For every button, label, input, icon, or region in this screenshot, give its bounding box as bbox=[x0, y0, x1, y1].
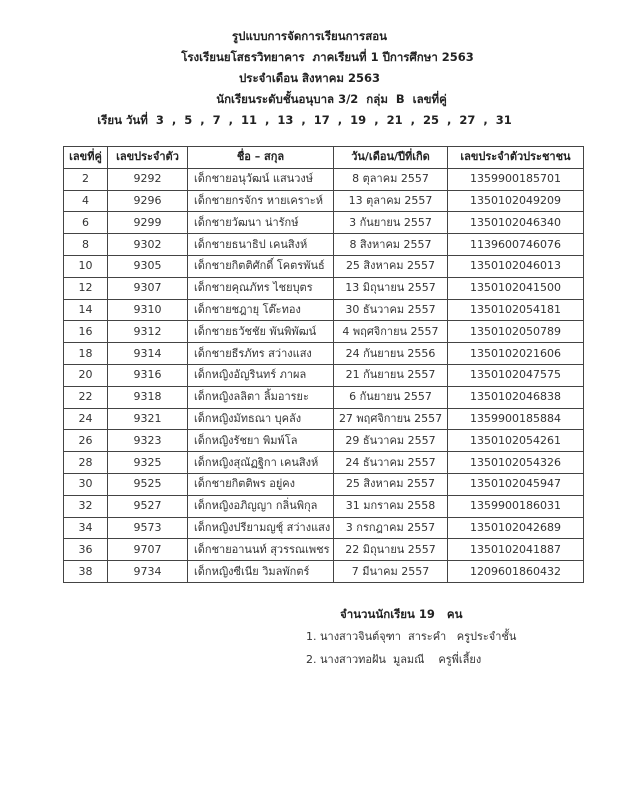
header-seat-number: เลขที่คู่ bbox=[64, 147, 108, 169]
cell-student-id: 9318 bbox=[108, 386, 188, 408]
table-body bbox=[64, 168, 584, 582]
cell-student-id: 9292 bbox=[108, 168, 188, 190]
table-row bbox=[64, 452, 584, 474]
document-title: รูปแบบการจัดการเรียนการสอน bbox=[232, 29, 387, 43]
cell-national-id: 1359900186031 bbox=[448, 495, 584, 517]
cell-student-id: 9573 bbox=[108, 517, 188, 539]
staff-homeroom-teacher: 1. นางสาวจินต์จุฑา สาระคำ ครูประจำชั้น bbox=[306, 630, 517, 643]
cell-birth-date: 22 มิถุนายน 2557 bbox=[334, 539, 448, 561]
cell-full-name: เด็กหญิงซีเนีย วิมลพักตร์ bbox=[188, 561, 334, 583]
table-row bbox=[64, 408, 584, 430]
cell-full-name: เด็กชายคุณภัทร ไชยบุตร bbox=[188, 277, 334, 299]
cell-seat-number: 30 bbox=[64, 473, 108, 495]
cell-full-name: เด็กชายอนุวัฒน์ แสนวงษ์ bbox=[188, 168, 334, 190]
cell-national-id: 1350102046013 bbox=[448, 255, 584, 277]
cell-student-id: 9527 bbox=[108, 495, 188, 517]
cell-student-id: 9296 bbox=[108, 190, 188, 212]
cell-seat-number: 10 bbox=[64, 255, 108, 277]
cell-full-name: เด็กหญิงอภิญญา กลิ่นพิกุล bbox=[188, 495, 334, 517]
cell-seat-number: 38 bbox=[64, 561, 108, 583]
cell-seat-number: 22 bbox=[64, 386, 108, 408]
cell-national-id: 1350102049209 bbox=[448, 190, 584, 212]
cell-national-id: 1350102041500 bbox=[448, 277, 584, 299]
study-days-line: เรียน วันที่ 3 , 5 , 7 , 11 , 13 , 17 , 19 , 21 , 25 , 27 , 31 bbox=[97, 113, 512, 127]
cell-national-id: 1350102021606 bbox=[448, 343, 584, 365]
cell-seat-number: 18 bbox=[64, 343, 108, 365]
table-row bbox=[64, 364, 584, 386]
cell-full-name: เด็กชายอานนท์ สุวรรณเพชร bbox=[188, 539, 334, 561]
cell-seat-number: 26 bbox=[64, 430, 108, 452]
cell-birth-date: 7 มีนาคม 2557 bbox=[334, 561, 448, 583]
cell-full-name: เด็กหญิงสุณัฏฐิกา เคนสิงห์ bbox=[188, 452, 334, 474]
cell-full-name: เด็กชายกรจักร หายเคราะห์ bbox=[188, 190, 334, 212]
cell-birth-date: 4 พฤศจิกายน 2557 bbox=[334, 321, 448, 343]
cell-full-name: เด็กหญิงปรียามญชุ์ สว่างแสง bbox=[188, 517, 334, 539]
cell-student-id: 9321 bbox=[108, 408, 188, 430]
cell-birth-date: 24 ธันวาคม 2557 bbox=[334, 452, 448, 474]
cell-national-id: 1350102046838 bbox=[448, 386, 584, 408]
table-row bbox=[64, 277, 584, 299]
cell-student-id: 9316 bbox=[108, 364, 188, 386]
cell-full-name: เด็กชายกิตติศักดิ์ โคตรพันธ์ bbox=[188, 255, 334, 277]
table-row bbox=[64, 561, 584, 583]
header-student-id: เลขประจำตัว bbox=[108, 147, 188, 169]
header-full-name: ชื่อ – สกุล bbox=[188, 147, 334, 169]
table-row bbox=[64, 168, 584, 190]
table-row bbox=[64, 517, 584, 539]
cell-birth-date: 25 สิงหาคม 2557 bbox=[334, 255, 448, 277]
cell-student-id: 9310 bbox=[108, 299, 188, 321]
cell-full-name: เด็กหญิงลลิตา ลิ้มอารยะ bbox=[188, 386, 334, 408]
cell-national-id: 1209601860432 bbox=[448, 561, 584, 583]
cell-student-id: 9307 bbox=[108, 277, 188, 299]
cell-full-name: เด็กชายชฎายุ โต๊ะทอง bbox=[188, 299, 334, 321]
cell-seat-number: 28 bbox=[64, 452, 108, 474]
cell-seat-number: 16 bbox=[64, 321, 108, 343]
cell-birth-date: 13 มิถุนายน 2557 bbox=[334, 277, 448, 299]
cell-national-id: 1350102050789 bbox=[448, 321, 584, 343]
cell-birth-date: 8 ตุลาคม 2557 bbox=[334, 168, 448, 190]
cell-student-id: 9302 bbox=[108, 234, 188, 256]
cell-student-id: 9312 bbox=[108, 321, 188, 343]
cell-full-name: เด็กชายธีรภัทร สว่างแสง bbox=[188, 343, 334, 365]
cell-full-name: เด็กชายกิตติพร อยู่คง bbox=[188, 473, 334, 495]
cell-birth-date: 29 ธันวาคม 2557 bbox=[334, 430, 448, 452]
cell-full-name: เด็กหญิงอัญรินทร์ ภาผล bbox=[188, 364, 334, 386]
cell-student-id: 9734 bbox=[108, 561, 188, 583]
table-row bbox=[64, 234, 584, 256]
cell-birth-date: 13 ตุลาคม 2557 bbox=[334, 190, 448, 212]
school-semester-line: โรงเรียนยโสธรวิทยาคาร ภาคเรียนที่ 1 ปีการศึกษา 2563 bbox=[181, 50, 474, 64]
cell-student-id: 9305 bbox=[108, 255, 188, 277]
cell-full-name: เด็กหญิงมัทธณา บุคลัง bbox=[188, 408, 334, 430]
table-row bbox=[64, 212, 584, 234]
table-row bbox=[64, 386, 584, 408]
table-row bbox=[64, 473, 584, 495]
table-row bbox=[64, 539, 584, 561]
cell-birth-date: 8 สิงหาคม 2557 bbox=[334, 234, 448, 256]
cell-student-id: 9299 bbox=[108, 212, 188, 234]
cell-national-id: 1139600746076 bbox=[448, 234, 584, 256]
cell-national-id: 1350102054326 bbox=[448, 452, 584, 474]
cell-birth-date: 31 มกราคม 2558 bbox=[334, 495, 448, 517]
cell-seat-number: 24 bbox=[64, 408, 108, 430]
cell-national-id: 1350102054261 bbox=[448, 430, 584, 452]
student-roster-table bbox=[63, 146, 584, 583]
cell-student-id: 9707 bbox=[108, 539, 188, 561]
cell-birth-date: 3 กันยายน 2557 bbox=[334, 212, 448, 234]
cell-national-id: 1350102042689 bbox=[448, 517, 584, 539]
cell-student-id: 9325 bbox=[108, 452, 188, 474]
cell-student-id: 9314 bbox=[108, 343, 188, 365]
cell-birth-date: 25 สิงหาคม 2557 bbox=[334, 473, 448, 495]
cell-seat-number: 36 bbox=[64, 539, 108, 561]
table-row bbox=[64, 190, 584, 212]
class-group-line: นักเรียนระดับชั้นอนุบาล 3/2 กลุ่ม B เลขที่คู่ bbox=[216, 92, 447, 106]
cell-birth-date: 21 กันยายน 2557 bbox=[334, 364, 448, 386]
cell-seat-number: 2 bbox=[64, 168, 108, 190]
cell-national-id: 1359900185884 bbox=[448, 408, 584, 430]
cell-birth-date: 27 พฤศจิกายน 2557 bbox=[334, 408, 448, 430]
cell-seat-number: 12 bbox=[64, 277, 108, 299]
cell-seat-number: 4 bbox=[64, 190, 108, 212]
table-row bbox=[64, 430, 584, 452]
cell-student-id: 9323 bbox=[108, 430, 188, 452]
cell-birth-date: 24 กันยายน 2556 bbox=[334, 343, 448, 365]
cell-seat-number: 6 bbox=[64, 212, 108, 234]
cell-national-id: 1350102041887 bbox=[448, 539, 584, 561]
table-row bbox=[64, 255, 584, 277]
cell-birth-date: 3 กรกฎาคม 2557 bbox=[334, 517, 448, 539]
cell-seat-number: 8 bbox=[64, 234, 108, 256]
cell-birth-date: 30 ธันวาคม 2557 bbox=[334, 299, 448, 321]
table-header-row bbox=[64, 147, 584, 169]
header-birth-date: วัน/เดือน/ปีที่เกิด bbox=[334, 147, 448, 169]
cell-national-id: 1350102045947 bbox=[448, 473, 584, 495]
table-row bbox=[64, 321, 584, 343]
table-row bbox=[64, 299, 584, 321]
cell-national-id: 1350102046340 bbox=[448, 212, 584, 234]
cell-seat-number: 20 bbox=[64, 364, 108, 386]
cell-national-id: 1350102054181 bbox=[448, 299, 584, 321]
cell-birth-date: 6 กันยายน 2557 bbox=[334, 386, 448, 408]
cell-full-name: เด็กชายธวัชชัย พันพิพัฒน์ bbox=[188, 321, 334, 343]
cell-full-name: เด็กชายธนาธิป เคนสิงห์ bbox=[188, 234, 334, 256]
cell-full-name: เด็กหญิงรัชยา พิมพ์โล bbox=[188, 430, 334, 452]
header-national-id: เลขประจำตัวประชาชน bbox=[448, 147, 584, 169]
cell-student-id: 9525 bbox=[108, 473, 188, 495]
table-row bbox=[64, 495, 584, 517]
student-count: จำนวนนักเรียน 19 คน bbox=[340, 607, 463, 621]
cell-seat-number: 32 bbox=[64, 495, 108, 517]
cell-full-name: เด็กชายวัฒนา น่ารักษ์ bbox=[188, 212, 334, 234]
table-row bbox=[64, 343, 584, 365]
staff-assistant-teacher: 2. นางสาวทอฝัน มูลมณี ครูพี่เลี้ยง bbox=[306, 653, 482, 666]
cell-national-id: 1359900185701 bbox=[448, 168, 584, 190]
cell-national-id: 1350102047575 bbox=[448, 364, 584, 386]
cell-seat-number: 14 bbox=[64, 299, 108, 321]
cell-seat-number: 34 bbox=[64, 517, 108, 539]
month-line: ประจำเดือน สิงหาคม 2563 bbox=[239, 71, 380, 85]
